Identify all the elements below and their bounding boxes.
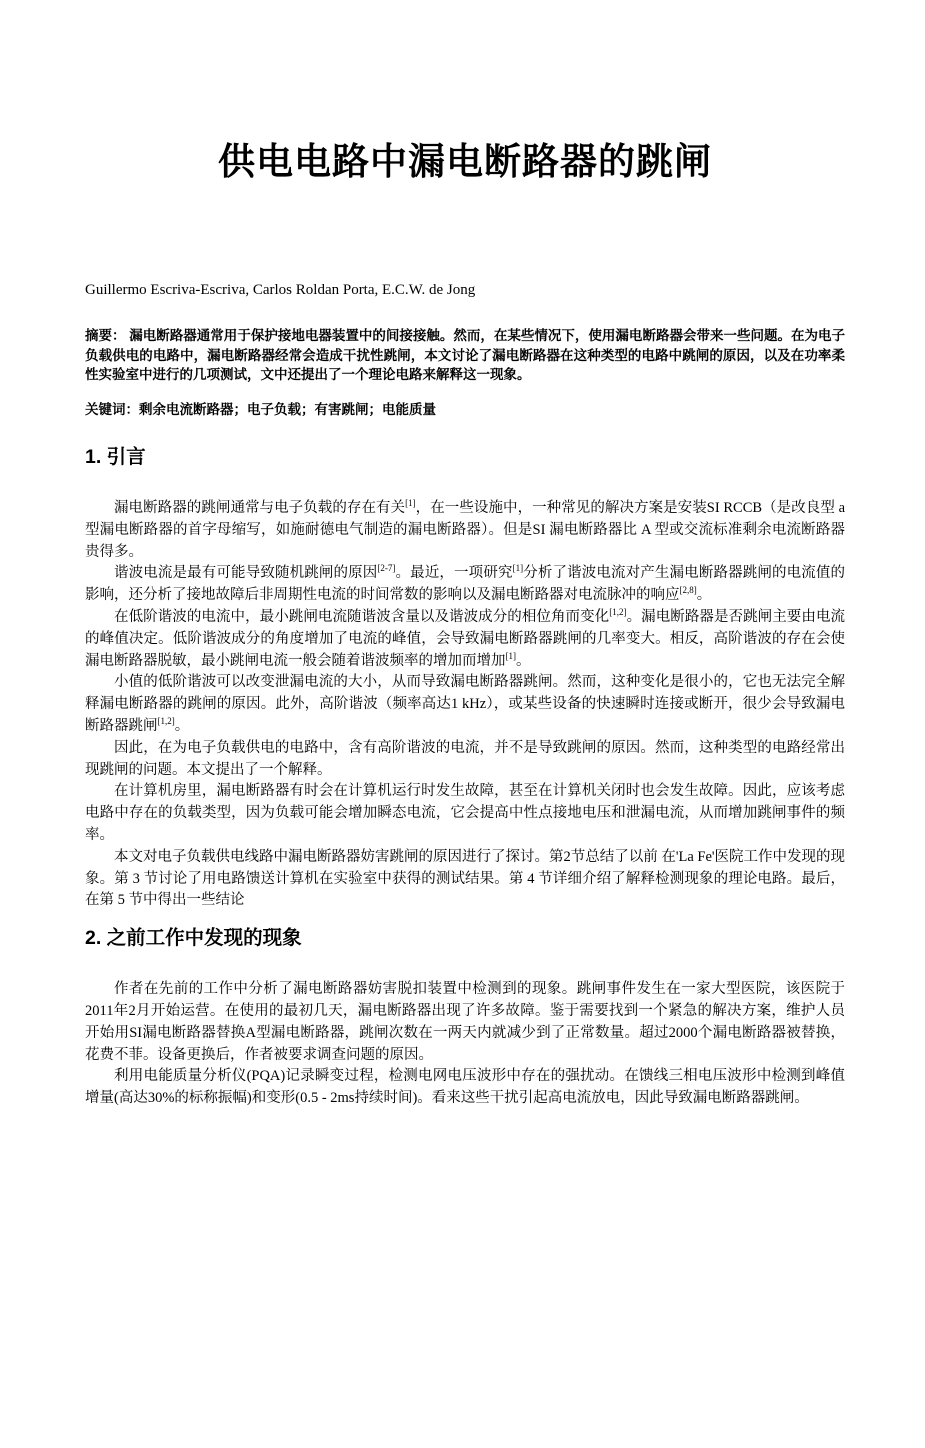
- citation-ref: [1]: [505, 650, 516, 661]
- body-paragraph: 因此，在为电子负载供电的电路中，含有高阶谐波的电流，并不是导致跳闸的原因。然而，这种类型的电路经常出现跳闸的问题。本文提出了一个解释。: [85, 739, 845, 778]
- body-paragraph: 漏电断路器的跳闸通常与电子负载的存在有关[1]，在一些设施中，一种常见的解决方案是安装SI RCCB（是改良型 a 型漏电断路器的首字母缩写，如施耐德电气制造的漏电断路器）。但是SI 漏电断路器比 A 型或交流标准剩余电流断路器贵得多。: [85, 498, 846, 560]
- keywords-text: 剩余电流断路器；电子负载；有害跳闸；电能质量: [139, 401, 436, 417]
- citation-ref: [2-7]: [377, 563, 396, 574]
- body-paragraph: 在低阶谐波的电流中，最小跳闸电流随谐波含量以及谐波成分的相位角而变化[1,2]。漏电断路器是否跳闸主要由电流的峰值决定。低阶谐波成分的角度增加了电流的峰值，会导致漏电断路器跳闸的几率变大。相反，高阶谐波的存在会使漏电断路器脱敏，最小跳闸电流一般会随着谐波频率的增加而增加[1]。: [85, 607, 846, 669]
- body-paragraph: 本文对电子负载供电线路中漏电断路器妨害跳闸的原因进行了探讨。第2节总结了以前 在'La Fe'医院工作中发现的现象。第 3 节讨论了用电路馈送计算机在实验室中获得的测试结果。第 4 节详细介绍了解释检测现象的理论电路。最后，在第 5 节中得出一些结论: [85, 848, 846, 909]
- body-paragraph: 作者在先前的工作中分析了漏电断路器妨害脱扣装置中检测到的现象。跳闸事件发生在一家大型医院，该医院于2011年2月开始运营。在使用的最初几天，漏电断路器出现了许多故障。鉴于需要找到一个紧急的解决方案，维护人员开始用SI漏电断路器替换A型漏电断路器，跳闸次数在一两天内就减少到了正常数量。超过2000个漏电断路器被替换，花费不菲。设备更换后，作者被要求调查问题的原因。: [85, 981, 845, 1063]
- body-paragraph: 利用电能质量分析仪(PQA)记录瞬变过程，检测电网电压波形中存在的强扰动。在馈线三相电压波形中检测到峰值增量(高达30%的标称振幅)和变形(0.5 - 2ms持续时间)。看来这些干扰引起高电流放电，因此导致漏电断路器跳闸。: [85, 1068, 845, 1107]
- citation-ref: [1,2]: [157, 716, 175, 727]
- citation-ref: [1]: [512, 563, 524, 574]
- document-page: [0, 140, 925, 1110]
- section-heading: 2. 之前工作中发现的现象: [85, 927, 302, 950]
- body-paragraph: 谐波电流是最有可能导致随机跳闸的原因[2-7]。最近，一项研究[1]分析了谐波电流对产生漏电断路器跳闸的电流值的影响，还分析了接地故障后非周期性电流的时间常数的影响以及漏电断路器对电流脉冲的响应[2,8]。: [85, 563, 846, 604]
- keywords-label: 关键词：: [85, 401, 139, 417]
- citation-ref: [1]: [405, 498, 416, 509]
- citation-ref: [1,2]: [609, 607, 627, 618]
- abstract-text: 漏电断路器通常用于保护接地电器装置中的间接接触。然而，在某些情况下，使用漏电断路器会带来一些问题。在为电子负载供电的电路中，漏电断路器经常会造成干扰性跳闸，本文讨论了漏电断路器在这种类型的电路中跳闸的原因，以及在功率柔性实验室中进行的几项测试，文中还提出了一个理论电路来解释这一现象。: [85, 328, 845, 382]
- section-heading: 1. 引言: [85, 446, 146, 468]
- citation-ref: [2,8]: [679, 585, 697, 596]
- abstract-label: 摘要：: [85, 328, 126, 343]
- paper-title: 供电电路中漏电断路器的跳闸: [218, 141, 712, 182]
- authors-line: Guillermo Escriva-Escriva, Carlos Roldan Porta, E.C.W. de Jong: [85, 282, 476, 298]
- abstract-paragraph: [85, 326, 845, 385]
- body-paragraph: 在计算机房里，漏电断路器有时会在计算机运行时发生故障，甚至在计算机关闭时也会发生故障。因此，应该考虑电路中存在的负载类型，因为负载可能会增加瞬态电流，它会提高中性点接地电压和泄漏电流，从而增加跳闸事件的频率。: [85, 783, 845, 843]
- body-paragraph: 小值的低阶谐波可以改变泄漏电流的大小，从而导致漏电断路器跳闸。然而，这种变化是很小的，它也无法完全解释漏电断路器的跳闸的原因。此外，高阶谐波（频率高达1 kHz），或某些设备的快速瞬时连接或断开，很少会导致漏电断路器跳闸[1,2]。: [85, 674, 845, 734]
- sections: [85, 444, 845, 1110]
- keywords-paragraph: [85, 400, 845, 420]
